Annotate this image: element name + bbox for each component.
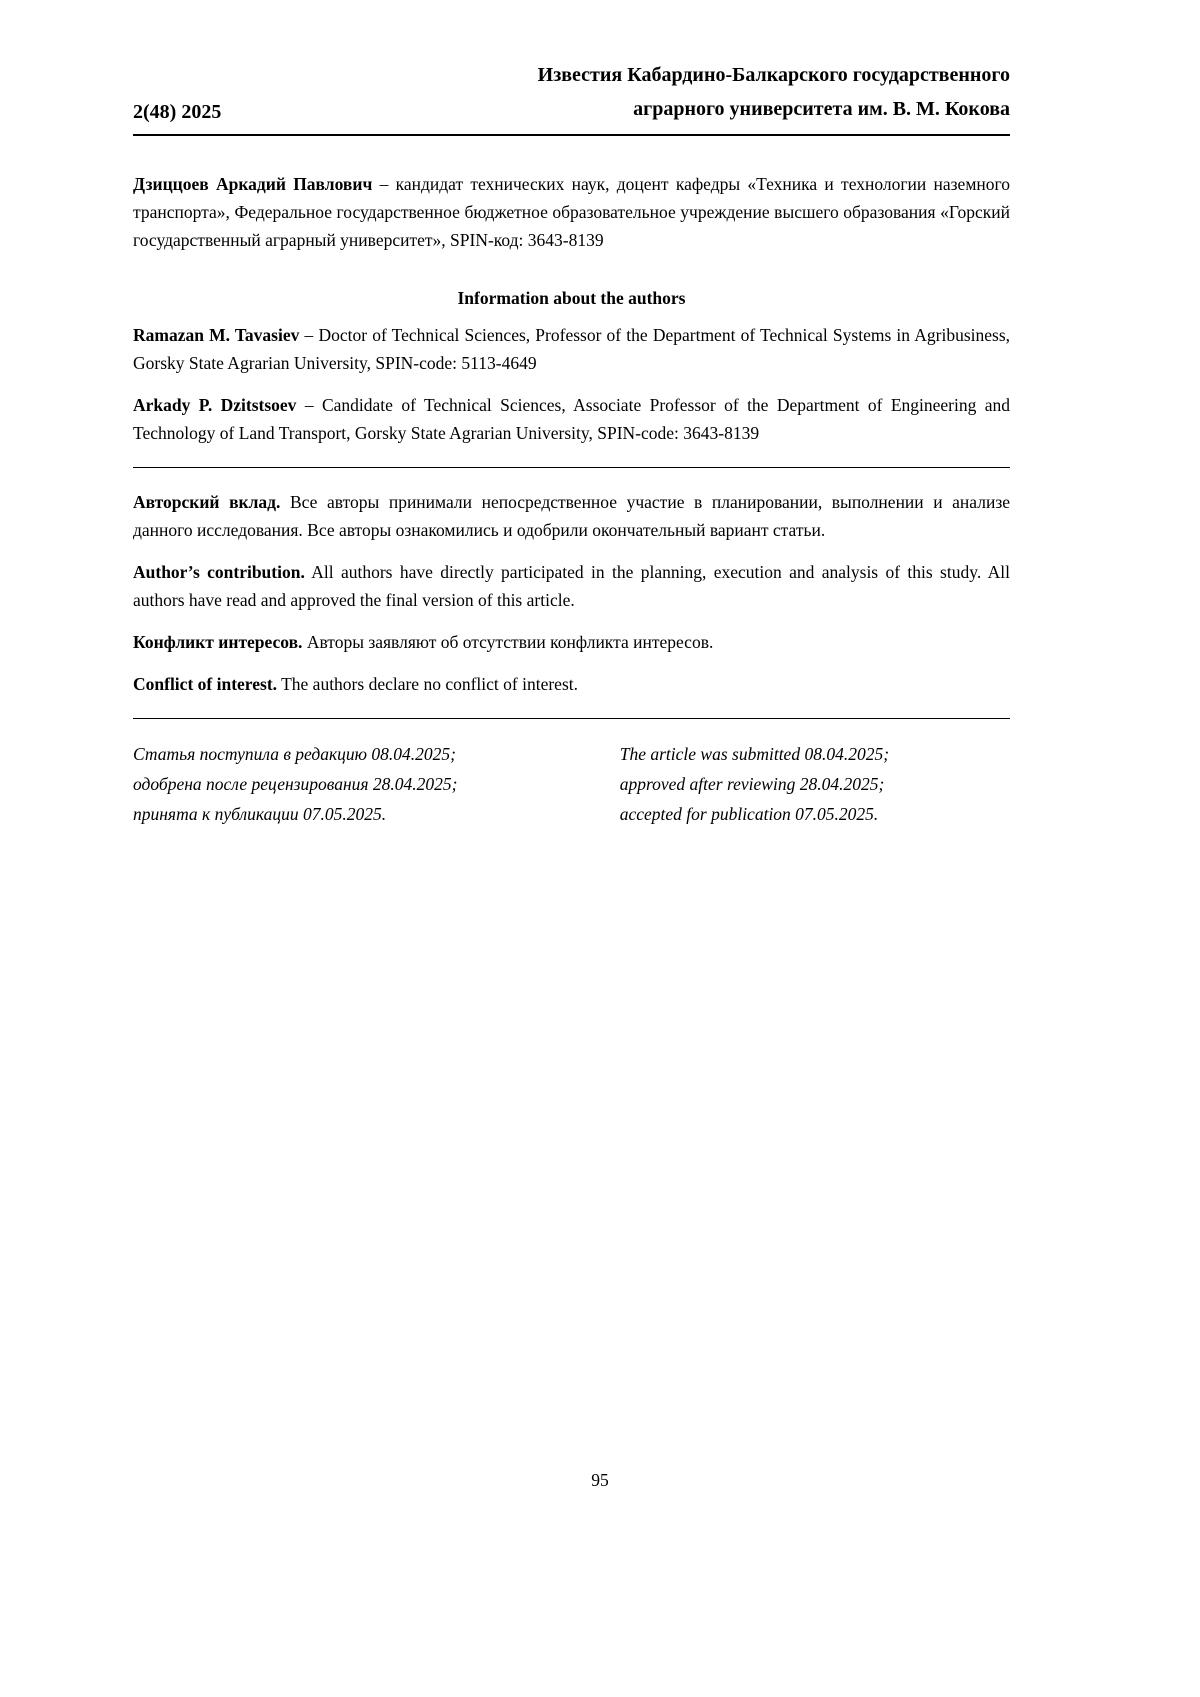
- approved-date-ru: одобрена после рецензирования 28.04.2025;: [133, 774, 458, 794]
- author-bio-ru: [133, 170, 1010, 254]
- statement-text-ru-contribution: Все авторы принимали непосредственное участие в планировании, выполнении и анализе данного исследования. Все авторы ознакомились и одобрили окончательный вариант статьи.: [133, 492, 1010, 540]
- statement-conflict-ru: [133, 628, 1010, 656]
- info-authors-heading: Information about the authors: [457, 288, 686, 308]
- author-bio-en-2-text: – Candidate of Technical Sciences, Associate Professor of the Department of Engineering and Technology of Land Transport, Gorsky State Agrarian University, SPIN-code: 3643-8139: [133, 395, 1011, 443]
- statements-divider: [133, 467, 1010, 468]
- author-name-ru: Дзиццоев Аркадий Павлович: [133, 174, 373, 194]
- approved-date-en: approved after reviewing 28.04.2025;: [619, 774, 885, 794]
- statement-conflict-en: [133, 670, 1010, 698]
- author-bio-en-1-text: – Doctor of Technical Sciences, Professor of the Department of Technical Systems in Agribusiness, Gorsky State Agrarian University, SPIN-code: 5113-4649: [133, 325, 1010, 373]
- author-bio-en-1: [133, 321, 1010, 377]
- submission-dates: [133, 739, 1010, 829]
- submission-dates-en: [620, 739, 1010, 829]
- submission-dates-ru: [133, 739, 620, 829]
- statement-author-contribution-ru: [133, 488, 1010, 544]
- statement-text-ru-conflict: Авторы заявляют об отсутствии конфликта интересов.: [306, 632, 714, 652]
- issue-number: 2(48) 2025: [133, 101, 222, 123]
- accepted-date-en: accepted for publication 07.05.2025.: [619, 804, 879, 824]
- statement-lead-ru-conflict: Конфликт интересов.: [133, 632, 303, 652]
- accepted-date-ru: принята к публикации 07.05.2025.: [133, 804, 387, 824]
- journal-header: [133, 58, 1010, 126]
- statement-author-contribution-en: [133, 558, 1010, 614]
- author-bio-en-2: [133, 391, 1010, 447]
- statement-lead-ru-contribution: Авторский вклад.: [133, 492, 281, 512]
- submitted-date-en: The article was submitted 08.04.2025;: [619, 744, 890, 764]
- dates-divider: [133, 718, 1010, 719]
- author-bio-ru-text: – кандидат технических наук, доцент кафедры «Техника и технологии наземного транспорта», Федеральное государственное бюджетное образовательное учреждение высшего образования «Горский государственный аграрный университет», SPIN-код: 3643-8139: [133, 174, 1010, 250]
- statement-lead-en-conflict: Conflict of interest.: [133, 674, 278, 694]
- submitted-date-ru: Статья поступила в редакцию 08.04.2025;: [133, 744, 456, 764]
- page-content: [133, 58, 1010, 829]
- statement-text-en-conflict: The authors declare no conflict of interest.: [281, 674, 578, 694]
- journal-title-line2: аграрного университета им. В. М. Кокова: [633, 98, 1010, 120]
- statement-lead-en-contribution: Author’s contribution.: [133, 562, 305, 582]
- journal-title: [538, 58, 1010, 126]
- author-name-en-2: Arkady P. Dzitstsoev: [133, 395, 297, 415]
- statement-text-en-contribution: All authors have directly participated in the planning, execution and analysis of this study. All authors have read and approved the final version of this article.: [133, 562, 1010, 610]
- author-name-en-1: Ramazan M. Tavasiev: [133, 325, 300, 345]
- journal-title-line1: Известия Кабардино-Балкарского государственного: [537, 64, 1010, 86]
- page-number: 95: [591, 1470, 609, 1490]
- header-divider: [133, 134, 1010, 136]
